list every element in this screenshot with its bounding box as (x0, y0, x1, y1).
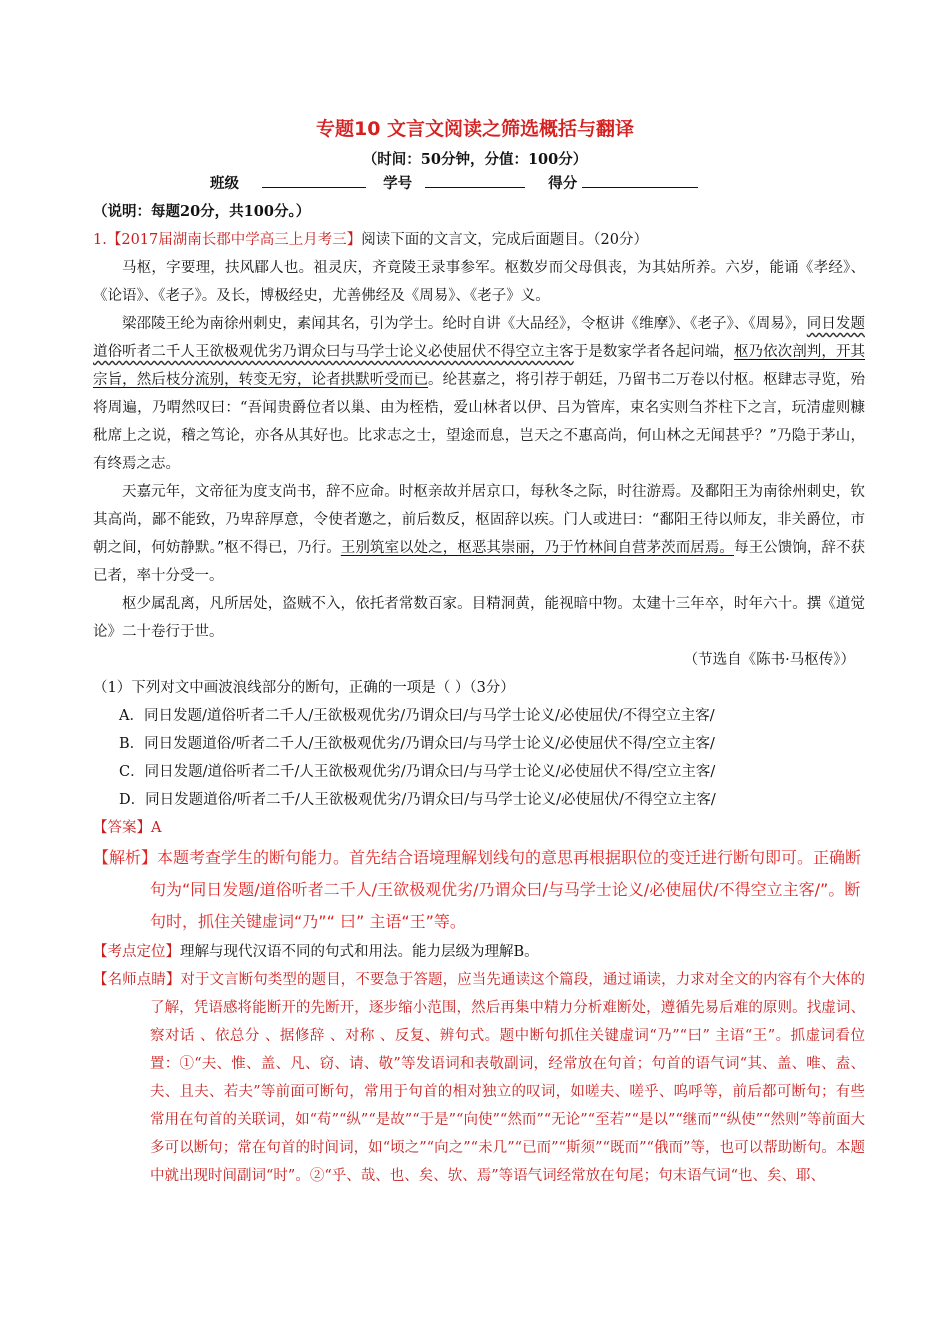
passage-text: 。纶甚嘉之，将引荐于朝廷，乃留书二万卷以付枢。枢肆志寻览，殆将周遍，乃喟然叹曰：“吾闻贵爵位者以巢、由为桎梏，爱山林者以伊、吕为管库，束名实则刍芥柱下之言，玩清虚则糠秕席上之说，稽之笃论，亦各从其好也。比求志之士，望途而息，岂天之不惠高尚，何山林之无闻甚乎？”乃隐于茅山，有终焉之志。 (93, 372, 865, 472)
key-point-line (93, 938, 865, 966)
passage-paragraph-4: 枢少属乱离，凡所居处，盗贼不入，依托者常数百家。目精洞黄，能视暗中物。太建十三年卒，时年六十。撰《道觉论》二十卷行于世。 (93, 596, 865, 640)
question-source: 【2017届湖南长郡中学高三上月考三】 (106, 232, 362, 248)
score-blank[interactable] (582, 172, 698, 188)
underlined-sentence-2: 王别筑室以处之，枢恶其崇丽，乃于竹林间自营茅茨而居焉。 (340, 540, 734, 556)
subquestion-stem: （1）下列对文中画波浪线部分的断句，正确的一项是（ ）（3分） (93, 680, 515, 696)
student-info-fields (210, 172, 698, 193)
student-number-label: 学号 (383, 175, 413, 192)
option-b[interactable]: B．同日发题道俗/听者二千人/王欲极观优劣/乃谓众曰/与马学士论义/必使屈伏不得/空立主客/ (119, 736, 715, 752)
option-c[interactable]: C．同日发题/道俗听者二千/人王欲极观优劣/乃谓众曰/与马学士论义/必使屈伏不得/空立主客/ (119, 764, 716, 780)
passage-paragraph-2 (93, 310, 865, 478)
passage-text: 于是数家学者各起问端， (573, 344, 734, 360)
page-title: 专题10 文言文阅读之筛选概括与翻译 (315, 118, 635, 140)
passage-paragraph-1: 马枢，字要理，扶风郿人也。祖灵庆，齐竟陵王录事参军。枢数岁而父母俱丧，为其姑所养。六岁，能诵《孝经》、《论语》、《老子》。及长，博极经史，尤善佛经及《周易》、《老子》义。 (93, 260, 865, 304)
question-number: 1. (93, 232, 107, 248)
option-a[interactable]: A．同日发题/道俗听者二千人/王欲极观优劣/乃谓众曰/与马学士论义/必使屈伏/不得空立主客/ (119, 708, 715, 724)
key-point-text: 理解与现代汉语不同的句式和用法。能力层级为理解B。 (180, 944, 539, 960)
wavy-underlined-sentence: 同日发题道俗听者二千人王欲极观优劣乃谓众曰与马学士论义必使屈伏不得空立主客 (93, 316, 865, 360)
score-label: 得分 (548, 175, 578, 192)
passage-text: 梁邵陵王纶为南徐州刺史，素闻其名，引为学士。纶时自讲《大品经》，令枢讲《维摩》、《老子》、《周易》， (122, 316, 807, 332)
answer-line (93, 814, 865, 842)
instructions-note: （说明：每题20分，共100分。） (93, 203, 311, 220)
passage-text: 每王公馈饷，辞不获已者，率十分受一。 (93, 540, 866, 584)
class-blank[interactable] (262, 172, 366, 188)
analysis-text: 本题考查学生的断句能力。首先结合语境理解划线句的意思再根据职位的变迁进行断句即可。正确断句为“同日发题/道俗听者二千人/王欲极观优劣/乃谓众曰/与马学士论义/必使屈伏/不得空立主客/”。断句时，抓住关键虚词“乃”“ 曰” 主语“王”等。 (150, 848, 862, 931)
teacher-tip-block (93, 966, 865, 1190)
teacher-tip-text: 对于文言断句类型的题目，不要急于答题，应当先通读这个篇段，通过诵读，力求对全文的内容有个大体的了解，凭语感将能断开的先断开，逐步缩小范围，然后再集中精力分析难断处，遵循先易后难的原则。找虚词、察对话 、依总分 、据修辞 、对称 、反复、辨句式。题中断句抓住关键虚词“乃”“曰” 主语“王”。抓虚词看位置：①“夫、惟、盖、凡、窃、请、敬”等发语词和表敬副词，经常放在句首；句首的语气词“其、盖、唯、盍、夫、且夫、若夫”等前面可断句，常用于句首的相对独立的叹词，如嗟夫、嗟乎、呜呼等，前后都可断句；有些常用在句首的关联词，如“苟”“纵”“是故”“于是”“向使”“然而”“无论”“至若”“是以”“继而”“纵使”“然则”等前面大多可以断句；常在句首的时间词，如“顷之”“向之”“未几”“已而”“斯须”“既而”“俄而”等，也可以帮助断句。本题中就出现时间副词“时”。②“乎、哉、也、矣、欤、焉”等语气词经常放在句尾；句末语气词“也、矣、耶、 (150, 972, 865, 1184)
passage-text: 天嘉元年，文帝征为度支尚书，辞不应命。时枢亲故并居京口，每秋冬之际，时往游焉。及鄱阳王为南徐州刺史，钦其高尚，鄙不能致，乃卑辞厚意，令使者邀之，前后数反，枢固辞以疾。门人或进曰：“鄱阳王待以师友，非关爵位，市朝之间，何妨静默。”枢不得已，乃行。 (93, 484, 865, 556)
passage-paragraph-3 (93, 478, 865, 590)
passage-source: （节选自《陈书·马枢传》） (683, 652, 855, 668)
underlined-sentence-1: 枢乃依次剖判，开其宗旨，然后枝分流别，转变无穷，论者拱默听受而已 (93, 344, 866, 388)
analysis-block (93, 842, 865, 938)
answer-value: A (151, 820, 162, 836)
time-score-subtitle: （时间：50分钟，分值：100分） (362, 151, 588, 168)
analysis-label: 【解析】 (93, 848, 158, 867)
option-d[interactable]: D．同日发题道俗/听者二千/人王欲极观优劣/乃谓众曰/与马学士论义/必使屈伏/不得空立主客/ (119, 792, 716, 808)
class-label: 班级 (210, 175, 239, 192)
student-number-blank[interactable] (425, 172, 525, 188)
question-prompt: 阅读下面的文言文，完成后面题目。（20分） (361, 232, 648, 248)
question-heading (93, 226, 865, 254)
key-point-label: 【考点定位】 (93, 944, 180, 960)
question-body (93, 226, 865, 1190)
answer-label: 【答案】 (93, 820, 151, 836)
teacher-tip-label: 【名师点睛】 (93, 972, 181, 988)
